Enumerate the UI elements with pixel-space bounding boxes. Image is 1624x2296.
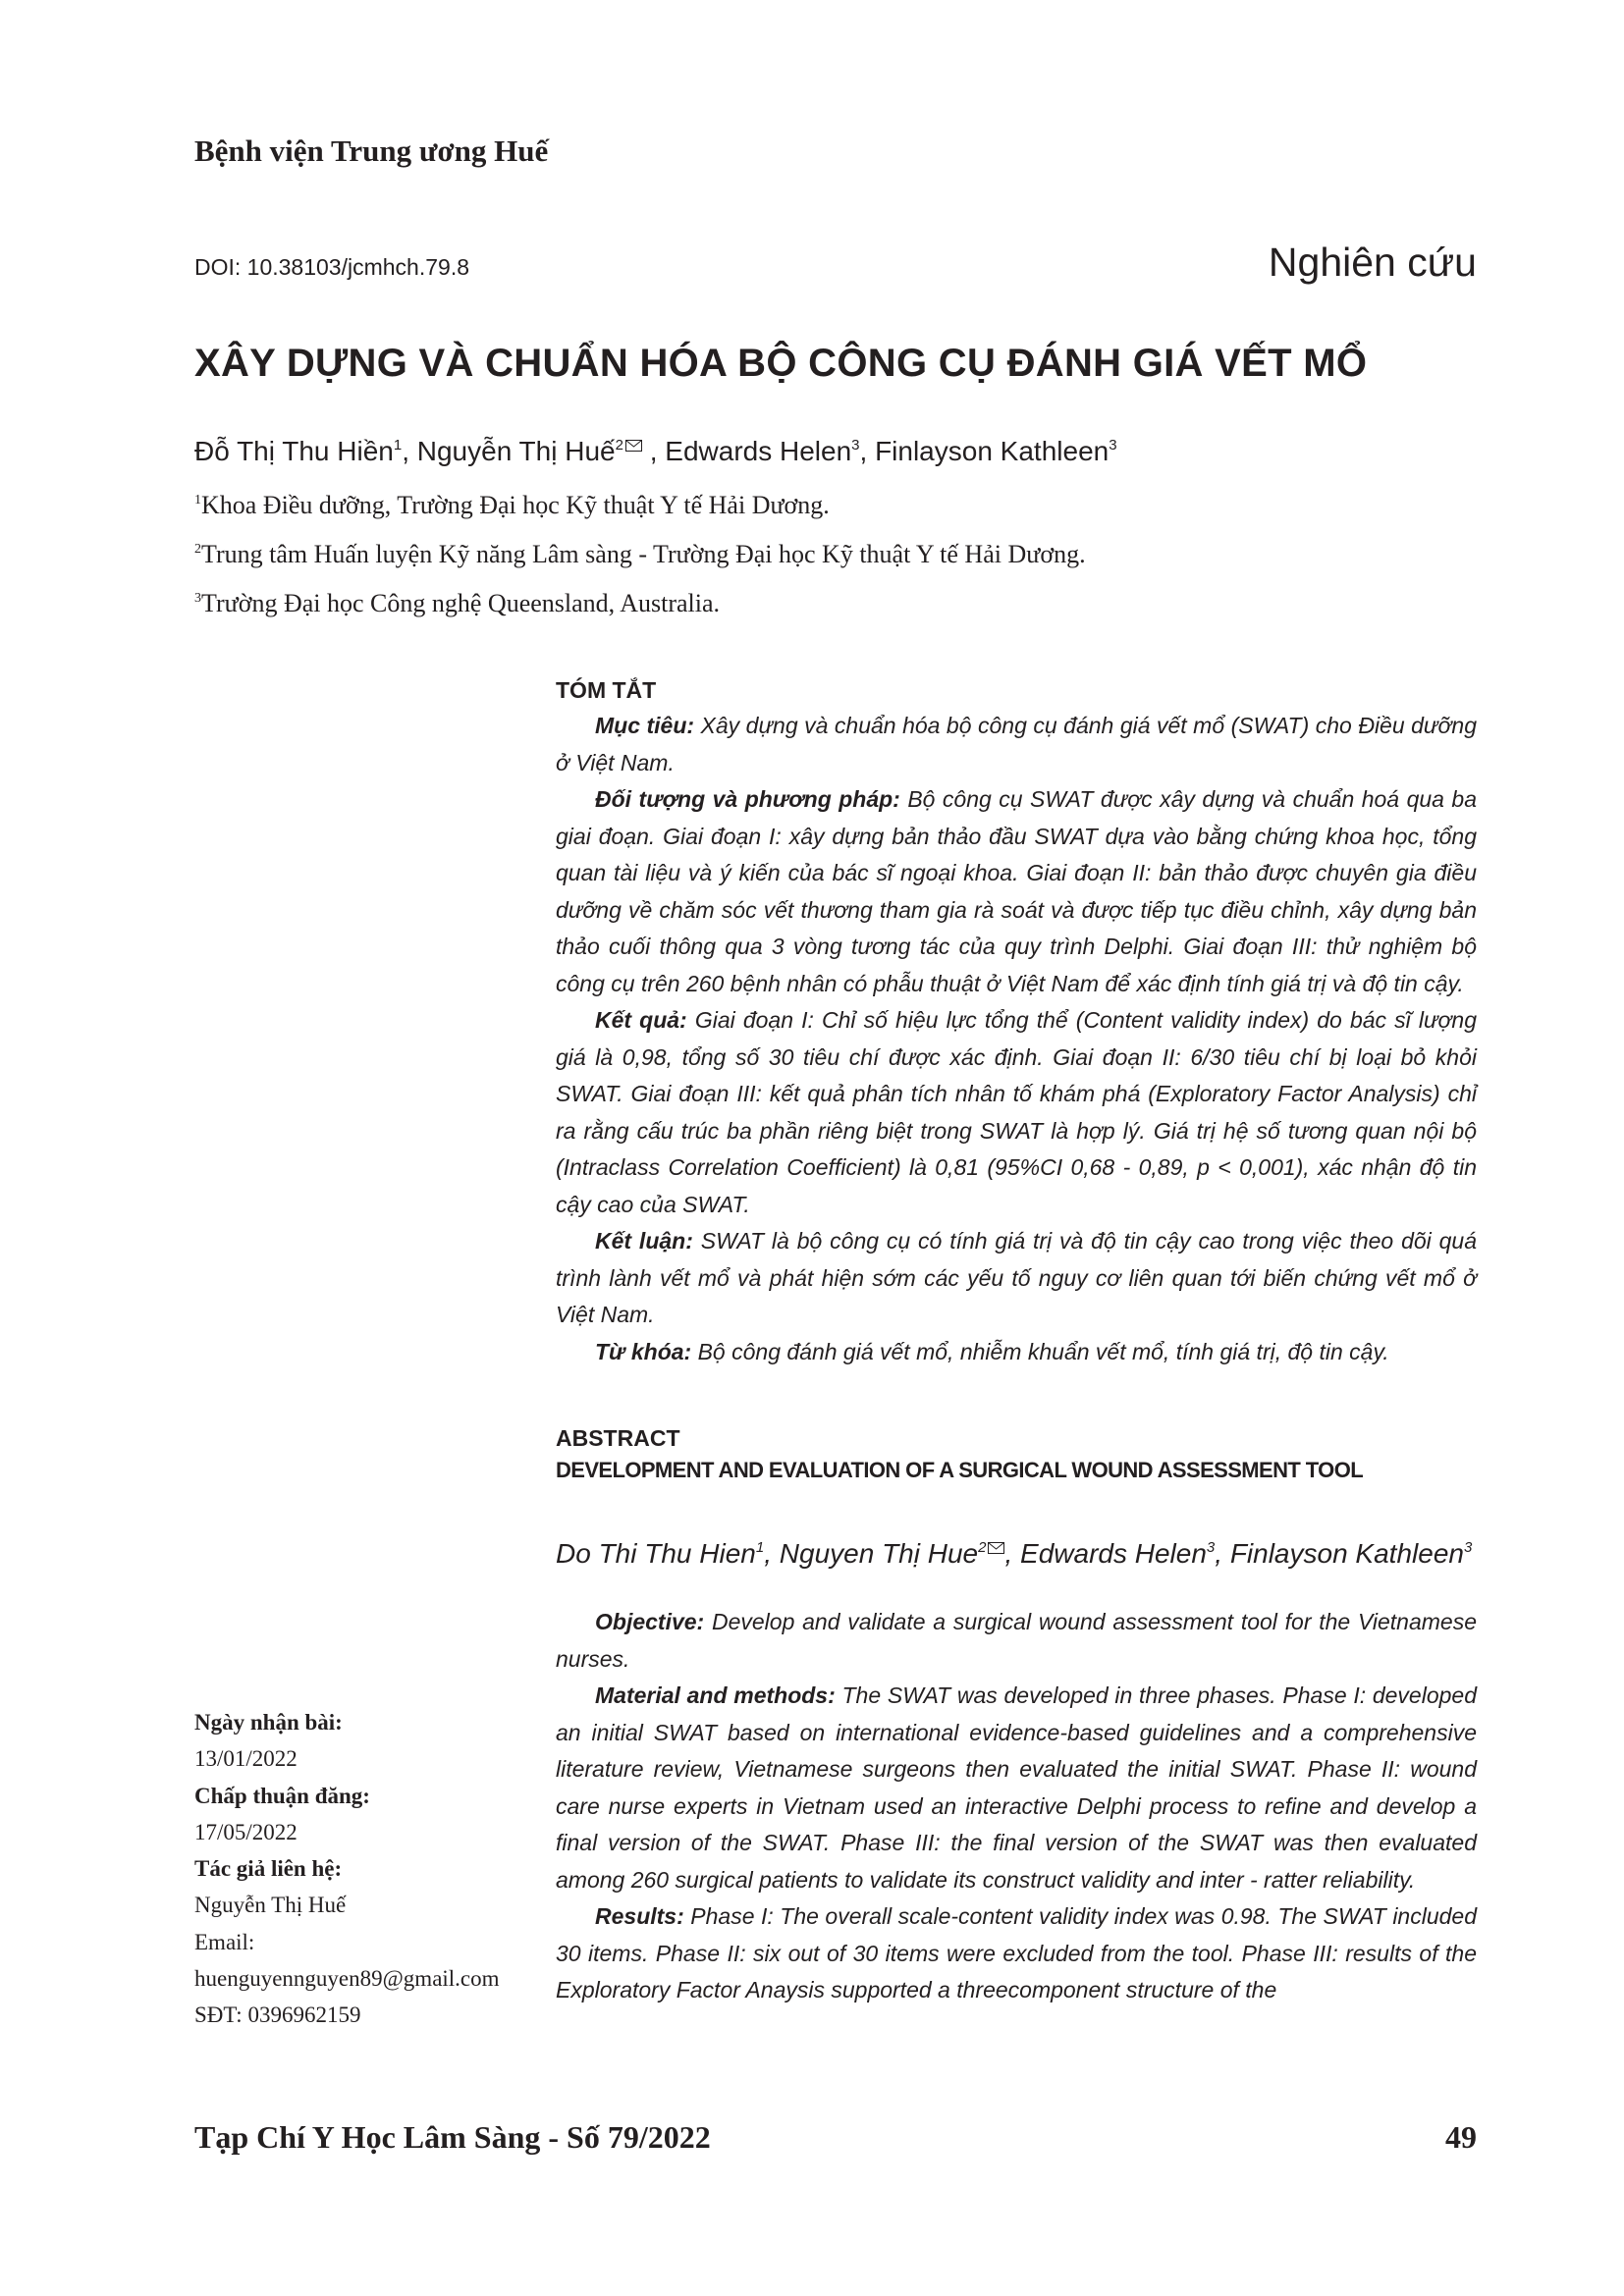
author-sup: 3	[1463, 1539, 1473, 1556]
summary-objective	[556, 708, 1477, 781]
contact-label: Tác giả liên hệ:	[194, 1856, 343, 1882]
objective-text: Xây dựng và chuẩn hóa bộ công cụ đánh giá vết mổ (SWAT) cho Điều dưỡng ở Việt Nam.	[556, 713, 1477, 775]
author-name: Nguyễn Thị Huế	[416, 436, 616, 466]
author-name: Edwards Helen	[1020, 1538, 1207, 1569]
article-title: XÂY DỰNG VÀ CHUẨN HÓA BỘ CÔNG CỤ ĐÁNH GIÁ VẾT MỔ	[194, 342, 1368, 385]
author-name: Finlayson Kathleen	[875, 436, 1110, 466]
results-text: Giai đoạn I: Chỉ số hiệu lực tổng thể (Content validity index) do bác sĩ lượng giá là 0,98, tổng số 30 tiêu chí được xác định. Giai đoạn II: 6/30 tiêu chí bị loại bỏ khỏi SWAT. Giai đoạn III: kết quả phân tích nhân tố khám phá (Exploratory Factor Analysis) chỉ ra rằng cấu trúc ba phần riêng biệt trong SWAT là hợp lý. Giá trị hệ số tương quan nội bộ (Intraclass Correlation Coefficient) là 0,81 (95%CI 0,68 - 0,89, p < 0,001), xác nhận độ tin cậy cao của SWAT.	[556, 1007, 1478, 1217]
email-label: Email:	[194, 1929, 255, 1954]
abstract-title: DEVELOPMENT AND EVALUATION OF A SURGICAL WOUND ASSESSMENT TOOL	[556, 1458, 1364, 1482]
article-category: Nghiên cứu	[1268, 240, 1477, 285]
received-date: 13/01/2022	[194, 1746, 298, 1772]
author-name: Edwards Helen	[665, 436, 852, 466]
received-label: Ngày nhận bài:	[194, 1710, 343, 1735]
author-name: Do Thi Thu Hien	[556, 1538, 756, 1569]
objective-label: Mục tiêu:	[595, 713, 695, 738]
abstract-methods	[556, 1678, 1477, 1898]
envelope-icon	[988, 1529, 1004, 1561]
affiliation-item	[194, 527, 1086, 576]
affiliation-list	[194, 478, 1086, 625]
affiliation-item	[194, 478, 1086, 527]
author-sup: 2	[978, 1539, 987, 1556]
summary-results	[556, 1002, 1477, 1223]
affiliation-sup: 2	[194, 542, 201, 557]
methods-text: The SWAT was developed in three phases. Phase I: developed an initial SWAT based on international evidence-based guidelines and a comprehensive literature review, Vietnamese surgeons then evaluated the initial SWAT. Phase II: wound care nurse experts in Vietnam used an interactive Delphi process to refine and develop a final version of the SWAT. Phase III: the final version of the SWAT was then evaluated among 260 surgical patients to validate its construct validity and inter - ratter reliability.	[556, 1682, 1478, 1893]
abstract-heading: ABSTRACT	[556, 1425, 680, 1451]
abstract-objective	[556, 1604, 1477, 1678]
keywords-text: Bộ công đánh giá vết mổ, nhiễm khuẩn vết mổ, tính giá trị, độ tin cậy.	[697, 1338, 1389, 1364]
author-list: Đỗ Thị Thu Hiền$^1$, Nguyễn Thị Huế$^2$ , Edwards Helen$^3$, Finlayson Kathleen$^3$	[194, 427, 1117, 467]
contact-name: Nguyễn Thị Huế	[194, 1893, 347, 1918]
keywords-label: Từ khóa:	[595, 1338, 692, 1364]
objective-label: Objective:	[595, 1609, 705, 1634]
summary-methods	[556, 781, 1477, 1002]
affiliation-item	[194, 576, 1086, 625]
affiliation-sup: 3	[194, 591, 201, 606]
envelope-icon	[625, 427, 642, 458]
results-label: Kết quả:	[595, 1007, 687, 1033]
summary-vi	[556, 677, 1477, 1370]
doi-text: DOI: 10.38103/jcmhch.79.8	[194, 254, 469, 280]
conclusion-label: Kết luận:	[595, 1228, 693, 1254]
results-text: Phase I: The overall scale-content validity index was 0.98. The SWAT included 30 items. Phase II: six out of 30 items were excluded from the tool. Phase III: results of the Exploratory Factor Anaysis supported a threecomponent structure of the	[556, 1903, 1477, 2002]
summary-conclusion	[556, 1223, 1477, 1334]
accepted-date: 17/05/2022	[194, 1819, 298, 1844]
conclusion-text: SWAT là bộ công cụ có tính giá trị và độ tin cậy cao trong việc theo dõi quá trình lành vết mổ và phát hiện sớm các yếu tố nguy cơ liên quan tới biến chứng vết mổ ở Việt Nam.	[556, 1228, 1478, 1327]
author-name: Finlayson Kathleen	[1229, 1538, 1464, 1569]
article-info-sidebar	[194, 1704, 500, 2034]
author-sup: 2	[615, 437, 623, 454]
methods-label: Đối tượng và phương pháp:	[595, 786, 900, 812]
affiliation-text: Khoa Điều dưỡng, Trường Đại học Kỹ thuật Y tế Hải Dương.	[201, 491, 830, 519]
author-name: Nguyen Thị Hue	[779, 1538, 979, 1569]
objective-text: Develop and validate a surgical wound assessment tool for the Vietnamese nurses.	[556, 1609, 1478, 1672]
affiliation-sup: 1	[194, 493, 201, 507]
results-label: Results:	[595, 1903, 684, 1929]
affiliation-text: Trường Đại học Công nghệ Queensland, Australia.	[201, 589, 721, 617]
abstract-author-list: Do Thi Thu Hien$^1$, Nguyen Thị Hue$^2$ , Edwards Helen$^3$, Finlayson Kathleen$^3$	[556, 1529, 1472, 1570]
abstract-en	[556, 1425, 1477, 1483]
author-sup: 1	[755, 1539, 765, 1556]
phone-number: SĐT: 0396962159	[194, 2002, 361, 2028]
author-sup: 3	[1206, 1539, 1216, 1556]
hospital-name: Bệnh viện Trung ương Huế	[194, 133, 549, 168]
author-sup: 1	[393, 437, 403, 454]
summary-heading: TÓM TẮT	[556, 677, 657, 703]
methods-label: Material and methods:	[595, 1682, 836, 1708]
page-number: 49	[1445, 2119, 1477, 2155]
summary-keywords	[556, 1334, 1477, 1371]
abstract-body	[556, 1604, 1477, 2009]
methods-text: Bộ công cụ SWAT được xây dựng và chuẩn hoá qua ba giai đoạn. Giai đoạn I: xây dựng bản thảo đầu SWAT dựa vào bằng chứng khoa học, tổng quan tài liệu và ý kiến của bác sĩ ngoại khoa. Giai đoạn II: bản thảo được chuyên gia điều dưỡng về chăm sóc vết thương tham gia rà soát và được tiếp tục điều chỉnh, xây dựng bản thảo cuối thông qua 3 vòng tương tác của quy trình Delphi. Giai đoạn III: thử nghiệm bộ công cụ trên 260 bệnh nhân có phẫu thuật ở Việt Nam để xác định tính giá trị và độ tin cậy.	[556, 786, 1478, 996]
email-address[interactable]: huenguyennguyen89@gmail.com	[194, 1966, 500, 1992]
journal-footer: Tạp Chí Y Học Lâm Sàng - Số 79/2022	[194, 2119, 711, 2155]
author-sup: 3	[1109, 437, 1117, 454]
affiliation-text: Trung tâm Huấn luyện Kỹ năng Lâm sàng - Trường Đại học Kỹ thuật Y tế Hải Dương.	[201, 540, 1086, 568]
accepted-label: Chấp thuận đăng:	[194, 1783, 370, 1808]
abstract-results	[556, 1898, 1477, 2009]
author-sup: 3	[851, 437, 860, 454]
author-name: Đỗ Thị Thu Hiền	[194, 436, 394, 466]
